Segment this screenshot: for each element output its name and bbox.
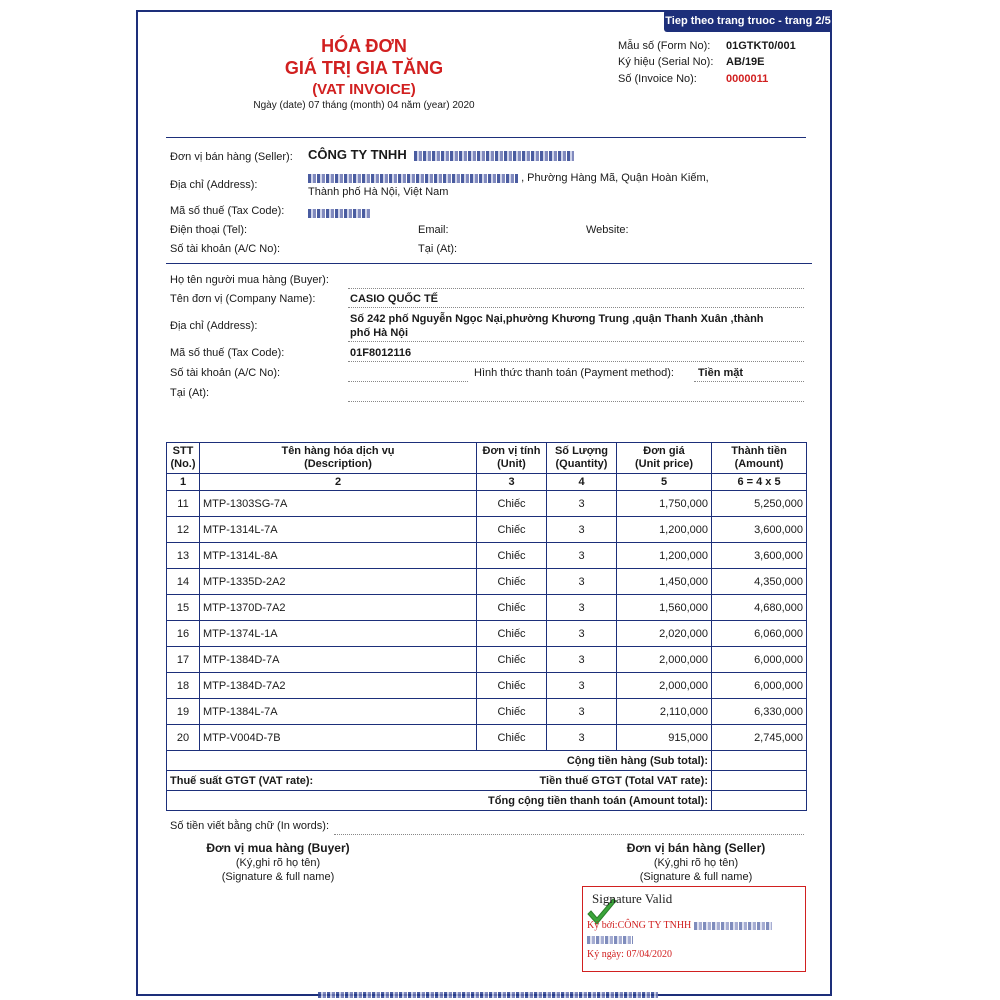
row-no-cell: 18 [167,673,200,699]
row-unit-price-cell: 2,000,000 [617,673,712,699]
buyer-tax-label: Mã số thuế (Tax Code): [170,347,285,359]
seller-signature-title: Đơn vị bán hàng (Seller) [626,841,766,855]
row-unit-cell: Chiếc [477,517,547,543]
table-row [167,647,807,673]
seller-email-label: Email: [418,224,449,236]
signature-signed-by [587,920,772,931]
table-row [167,699,807,725]
vat-rate-label: Thuế suất GTGT (VAT rate): [167,771,477,791]
buyer-company-value: CASIO QUỐC TẾ [350,293,439,305]
in-words-label: Số tiền viết bằng chữ (In words): [170,820,329,832]
invoice-title-vat: GIÁ TRỊ GIA TĂNG [284,58,444,78]
row-quantity-cell: 3 [547,699,617,725]
row-no-cell: 15 [167,595,200,621]
row-description-cell: MTP-1314L-8A [200,543,477,569]
invoice-no-label: Số (Invoice No): [618,73,697,85]
seller-website-label: Website: [586,224,629,236]
row-amount-cell: 2,745,000 [712,725,807,751]
seller-address-line2: Thành phố Hà Nội, Việt Nam [308,186,449,198]
invoice-page [136,10,832,996]
seller-tax-value [308,205,370,223]
table-row [167,725,807,751]
row-quantity-cell: 3 [547,673,617,699]
row-amount-cell: 4,680,000 [712,595,807,621]
row-unit-price-cell: 2,000,000 [617,647,712,673]
col-header-amount: Thành tiền (Amount) [712,443,807,474]
redacted-company-name [414,151,574,161]
buyer-name-label: Họ tên người mua hàng (Buyer): [170,274,329,286]
row-description-cell: MTP-1374L-1A [200,621,477,647]
row-no-cell: 11 [167,491,200,517]
row-amount-cell: 6,000,000 [712,647,807,673]
buyer-address-line1: Số 242 phố Nguyễn Ngọc Nại,phường Khương Trung ,quận Thanh Xuân ,thành [350,313,764,325]
col-header-unit-price: Đơn giá (Unit price) [617,443,712,474]
digital-signature-box[interactable] [582,886,806,972]
payment-method-value: Tiền mặt [698,367,744,379]
row-quantity-cell: 3 [547,725,617,751]
row-amount-cell: 3,600,000 [712,543,807,569]
table-row [167,569,807,595]
row-unit-price-cell: 1,560,000 [617,595,712,621]
seller-divider [166,263,812,264]
buyer-at-label: Tại (At): [170,387,210,399]
seller-name-label: Đơn vị bán hàng (Seller): [170,151,293,163]
index-cell: 1 [167,474,200,491]
page-continuation-badge: Tiep theo trang truoc - trang 2/5 [664,10,832,32]
col-header-no: STT (No.) [167,443,200,474]
buyer-signature-sub2: (Signature & full name) [221,871,335,883]
buyer-address-dotline [348,341,804,342]
row-unit-cell: Chiếc [477,491,547,517]
invoice-no-value: 0000011 [726,73,769,85]
table-row [167,543,807,569]
redacted-signer-name [694,922,772,930]
redacted-address [308,174,518,183]
serial-no-value: AB/19E [726,56,765,68]
row-unit-cell: Chiếc [477,595,547,621]
row-description-cell: MTP-1314L-7A [200,517,477,543]
row-description-cell: MTP-1303SG-7A [200,491,477,517]
table-row [167,673,807,699]
row-no-cell: 12 [167,517,200,543]
row-unit-cell: Chiếc [477,543,547,569]
invoice-date: Ngày (date) 07 tháng (month) 04 năm (year) 2020 [253,100,475,111]
row-description-cell: MTP-1384D-7A [200,647,477,673]
seller-tax-label: Mã số thuế (Tax Code): [170,205,285,217]
index-cell: 5 [617,474,712,491]
table-row [167,621,807,647]
seller-tel-label: Điện thoại (Tel): [170,224,248,236]
vat-amount-value [712,771,807,791]
buyer-name-dotline [348,288,804,289]
row-unit-cell: Chiếc [477,569,547,595]
signature-signer-line2 [587,934,633,945]
row-amount-cell: 6,000,000 [712,673,807,699]
payment-method-label: Hình thức thanh toán (Payment method): [474,367,674,379]
grand-total-value [712,791,807,811]
subtotal-row [167,751,807,771]
signature-date: Ký ngày: 07/04/2020 [587,949,672,960]
row-unit-price-cell: 1,450,000 [617,569,712,595]
seller-name-value [308,147,574,162]
buyer-address-label: Địa chỉ (Address): [170,320,258,332]
row-quantity-cell: 3 [547,517,617,543]
form-no-value: 01GTKT0/001 [726,40,796,52]
vat-amount-label: Tiền thuế GTGT (Total VAT rate): [477,771,712,791]
buyer-tax-value: 01F8012116 [350,347,412,359]
table-row [167,595,807,621]
redacted-footer [318,992,658,998]
row-description-cell: MTP-1335D-2A2 [200,569,477,595]
row-amount-cell: 3,600,000 [712,517,807,543]
col-header-description: Tên hàng hóa dịch vụ (Description) [200,443,477,474]
vat-row [167,771,807,791]
redacted-tax-code [308,209,370,218]
seller-at-label: Tại (At): [418,243,458,255]
row-no-cell: 20 [167,725,200,751]
row-no-cell: 19 [167,699,200,725]
seller-signature-sub2: (Signature & full name) [639,871,753,883]
redacted-signer-name-cont [587,936,633,944]
row-amount-cell: 6,330,000 [712,699,807,725]
row-unit-price-cell: 1,750,000 [617,491,712,517]
row-no-cell: 17 [167,647,200,673]
buyer-address-line2: phố Hà Nội [350,327,409,339]
row-quantity-cell: 3 [547,491,617,517]
buyer-account-label: Số tài khoản (A/C No): [170,367,281,379]
table-row [167,517,807,543]
serial-no-label: Ký hiệu (Serial No): [618,56,714,68]
col-header-quantity: Số Lượng (Quantity) [547,443,617,474]
table-index-row [167,474,807,491]
row-amount-cell: 5,250,000 [712,491,807,517]
buyer-signature-title: Đơn vị mua hàng (Buyer) [206,841,350,855]
buyer-at-dotline [348,401,804,402]
seller-address-line1 [308,172,709,184]
row-unit-price-cell: 1,200,000 [617,543,712,569]
invoice-title: HÓA ĐƠN [321,36,407,56]
in-words-dotline [334,834,804,835]
row-no-cell: 13 [167,543,200,569]
row-quantity-cell: 3 [547,543,617,569]
seller-account-label: Số tài khoản (A/C No): [170,243,281,255]
subtotal-label: Cộng tiền hàng (Sub total): [167,751,712,771]
seller-address-tail: , Phường Hàng Mã, Quận Hoàn Kiếm, [521,172,709,184]
table-header-row [167,443,807,474]
row-quantity-cell: 3 [547,647,617,673]
signature-status: Signature Valid [592,891,673,906]
buyer-company-dotline [348,307,804,308]
row-description-cell: MTP-1384D-7A2 [200,673,477,699]
row-unit-cell: Chiếc [477,621,547,647]
grand-total-label: Tổng cộng tiền thanh toán (Amount total): [167,791,712,811]
items-table [166,442,807,811]
row-amount-cell: 4,350,000 [712,569,807,595]
row-unit-cell: Chiếc [477,647,547,673]
buyer-account-dotline [348,381,468,382]
row-description-cell: MTP-V004D-7B [200,725,477,751]
index-cell: 4 [547,474,617,491]
buyer-signature-sub1: (Ký,ghi rõ họ tên) [235,857,321,869]
row-no-cell: 16 [167,621,200,647]
form-no-label: Mẫu số (Form No): [618,40,711,52]
subtotal-value [712,751,807,771]
seller-company-prefix: CÔNG TY TNHH [308,147,407,162]
index-cell: 3 [477,474,547,491]
row-unit-price-cell: 1,200,000 [617,517,712,543]
payment-method-dotline [694,381,804,382]
row-no-cell: 14 [167,569,200,595]
row-amount-cell: 6,060,000 [712,621,807,647]
index-cell: 6 = 4 x 5 [712,474,807,491]
row-unit-cell: Chiếc [477,673,547,699]
table-row [167,491,807,517]
signed-by-text: Ký bởi:CÔNG TY TNHH [587,920,692,931]
row-unit-price-cell: 915,000 [617,725,712,751]
row-unit-cell: Chiếc [477,699,547,725]
row-unit-price-cell: 2,020,000 [617,621,712,647]
row-description-cell: MTP-1370D-7A2 [200,595,477,621]
invoice-title-english: (VAT INVOICE) [312,81,416,98]
row-unit-cell: Chiếc [477,725,547,751]
index-cell: 2 [200,474,477,491]
seller-address-label: Địa chỉ (Address): [170,179,258,191]
row-quantity-cell: 3 [547,595,617,621]
row-quantity-cell: 3 [547,569,617,595]
col-header-unit: Đơn vị tính (Unit) [477,443,547,474]
row-quantity-cell: 3 [547,621,617,647]
buyer-company-label: Tên đơn vị (Company Name): [170,293,316,305]
grand-total-row [167,791,807,811]
buyer-tax-dotline [348,361,804,362]
seller-signature-sub1: (Ký,ghi rõ họ tên) [653,857,739,869]
row-unit-price-cell: 2,110,000 [617,699,712,725]
row-description-cell: MTP-1384L-7A [200,699,477,725]
header-divider [166,137,806,138]
